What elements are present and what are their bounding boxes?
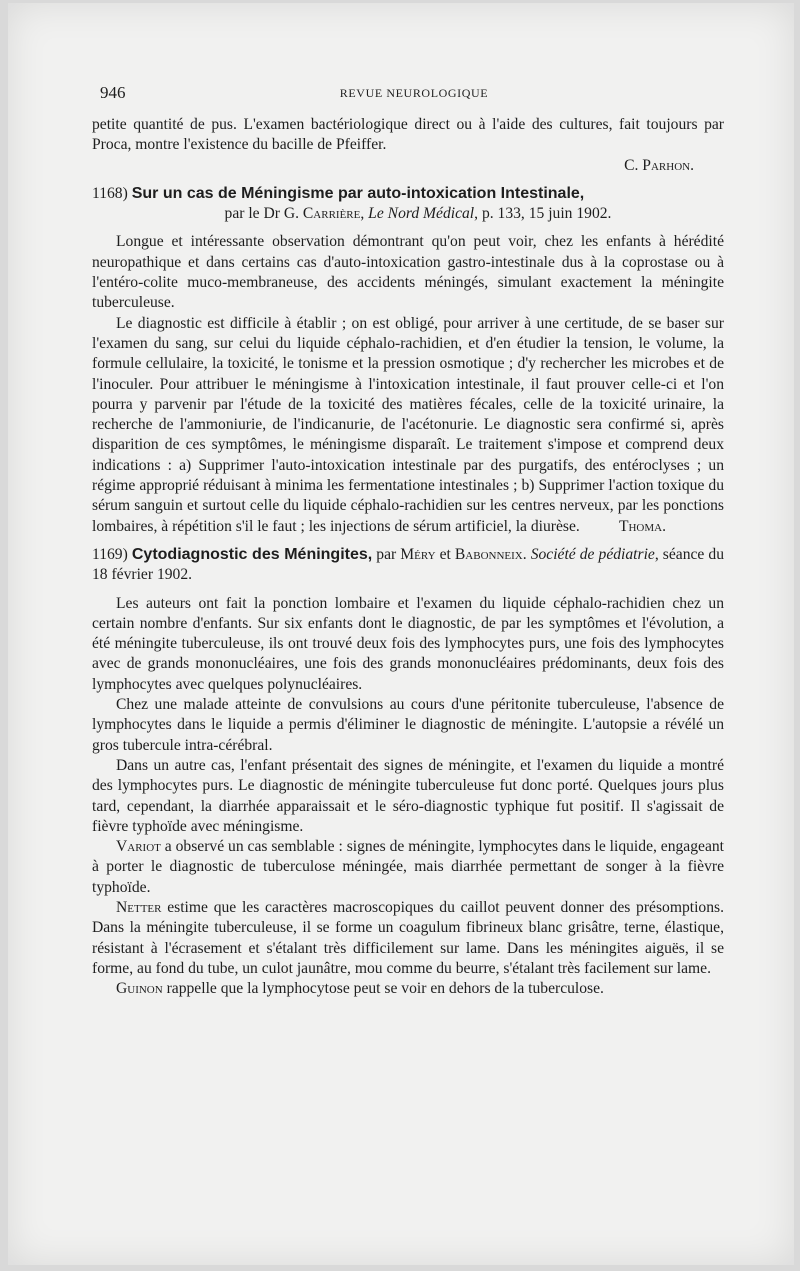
citation-author: Carrière xyxy=(302,205,361,223)
citation-author: Méry xyxy=(400,545,436,563)
continuation-paragraph: petite quantité de pus. L'examen bactériologique direct ou à l'aide des cultures, fait toujours par Proca, montre l'existence du bacille de Pfeiffer. xyxy=(92,116,724,154)
signature-thoma: Thoma. xyxy=(618,517,666,535)
citation-journal: Le Nord Médical xyxy=(368,205,475,223)
paragraph: Chez une malade atteinte de convulsions au cours d'une péritonite tuberculeuse, l'absence de lymphocytes dans le liquide a permis d'éliminer le diagnostic de méningite. L'autopsie a révélé un gros tubercule intra-cérébral. xyxy=(92,696,724,754)
entry-number: 1169) xyxy=(92,545,128,563)
entry-1168-heading xyxy=(92,184,724,225)
paragraph: Les auteurs ont fait la ponction lombaire et l'examen du liquide céphalo-rachidien chez un certain nombre d'enfants. Sur six enfants dont le diagnostic, de par les symptômes et l'évolution, a été méningite tuberculeuse, ils ont trouvé deux fois des lymphocytes purs, une fois des lymphocytes avec de grands mononucléaires, une fois des grands mononucléaires prédominants, deux fois des lymphocytes avec quelques polynucléaires. xyxy=(92,594,724,693)
body-text xyxy=(92,115,724,999)
citation-journal: Société de pédiatrie xyxy=(530,545,655,563)
paragraph: Variot a observé un cas semblable : signes de méningite, lymphocytes dans le liquide, engageant à porter le diagnostic de tuberculose méningée, mais diarrhée permettant de songer à la fièvre typhoïde. xyxy=(92,838,724,896)
signature-parhon: C. Parhon. xyxy=(624,156,694,174)
named-author: Variot xyxy=(116,838,161,856)
entry-1169-heading: 1169) Cytodiagnostic des Méningites, par Méry et Babonneix. Société de pédiatrie, séance du 18 février 1902. xyxy=(92,545,724,584)
entry-number: 1168) xyxy=(92,184,128,202)
named-author: Guinon xyxy=(116,980,163,998)
paragraph: Netter estime que les caractères macroscopiques du caillot peuvent donner des présomptions. Dans la méningite tuberculeuse, il se forme un coagulum fibrineux blanc grisâtre, terne, élastique, résistant à l'écrasement et s'étalant très difficilement sur lame. Dans les méningites aiguës, il se forme, au fond du tube, un culot jaunâtre, mou comme du beurre, s'étalant très facilement sur lame. xyxy=(92,898,724,977)
journal-title: REVUE NEUROLOGIQUE xyxy=(339,86,489,100)
named-author: Netter xyxy=(116,898,162,916)
paragraph: Dans un autre cas, l'enfant présentait des signes de méningite, et l'examen du liquide a montré des lymphocytes purs. Le diagnostic de méningite tuberculeuse fut donc porté. Quelques jours plus tard, cependant, la diarrhée apparaissait et le séro-diagnostic typhique fut positif. Il s'agissait de fièvre typhoïde avec méningisme. xyxy=(92,756,724,835)
entry-1169-body xyxy=(92,594,724,1000)
book-page xyxy=(8,3,794,1265)
entry-title: Cytodiagnostic des Méningites, xyxy=(131,545,373,563)
paragraph: Guinon rappelle que la lymphocytose peut se voir en dehors de la tuberculose. xyxy=(116,980,604,998)
paragraph: Le diagnostic est difficile à établir ; on est obligé, pour arriver à une certitude, de se baser sur l'examen du sang, sur celui du liquide céphalo-rachidien, et d'en étudier la tension, le volume, la formule cellulaire, la toxicité, le tonisme et la pression osmotique ; d'y rechercher les microbes et de l'inoculer. Pour attribuer le méningisme à l'intoxication intestinale, il faut prouver celle-ci et l'on pourra y parvenir par l'étude de la toxicité des matières fécales, celle de la toxicité urinaire, la recherche de l'ammoniurie, de l'indicanurie, de l'acétonurie. Le diagnostic sera confirmé si, après disparition de ces symptômes, le méningisme disparaît. Le traitement s'impose et comprend deux indications : a) Supprimer l'auto-intoxication intestinale par des purgatifs, des entéroclyses ; un régime approprié réduisant à minima les fermentatione intestinales ; b) Supprimer l'action toxique du sérum sanguin et surtout celle du liquide céphalo-rachidien sur les centres nerveux, par les ponctions lombaires, à répétition s'il le faut ; les injections de sérum artificiel, la diurèse. Thoma. xyxy=(92,314,724,537)
entry-1168-body xyxy=(92,232,724,536)
running-head xyxy=(100,83,728,105)
page-number: 946 xyxy=(100,83,126,102)
entry-citation: par le Dr G. Carrière, Le Nord Médical, p. 133, 15 juin 1902. xyxy=(224,205,612,223)
citation-author: Babonneix xyxy=(454,545,523,563)
entry-title: Sur un cas de Méningisme par auto-intoxication Intestinale, xyxy=(131,184,585,202)
paragraph: Longue et intéressante observation démontrant qu'on peut voir, chez les enfants à hérédité neuropathique et dans certains cas d'auto-intoxication gastro-intestinale dus à la coprostase ou à l'entéro-colite muco-membraneuse, des accidents méningés, simulant exactement la méningite tuberculeuse. xyxy=(92,233,724,312)
